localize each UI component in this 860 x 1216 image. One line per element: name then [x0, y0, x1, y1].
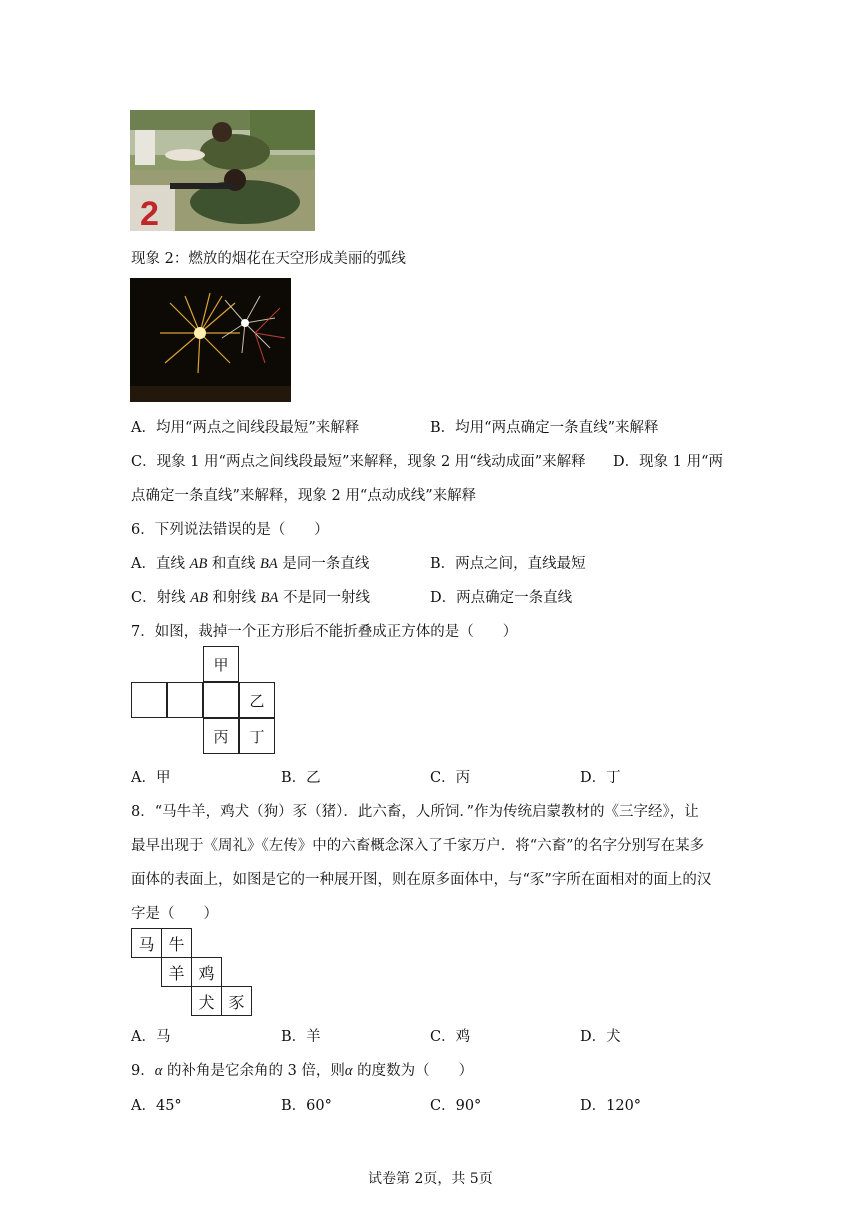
- q6-option-b: B．两点之间，直线最短: [430, 556, 586, 572]
- net-cell-blank-1: [131, 682, 167, 718]
- q9-option-b: B．60°: [281, 1098, 332, 1114]
- line-ba-var: BA: [260, 556, 278, 572]
- q5-option-c: C．现象 1 用“两点之间线段最短”来解释，现象 2 用“线动成面”来解释: [131, 454, 586, 470]
- q7-option-b: B．乙: [281, 770, 321, 786]
- svg-text:2: 2: [140, 195, 159, 231]
- phenomenon-2-text: 现象 2：燃放的烟花在天空形成美丽的弧线: [131, 251, 406, 267]
- net-cell-ma: 马: [131, 928, 162, 958]
- net-cell-ding: 丁: [239, 718, 275, 754]
- net-cell-blank-3: [203, 682, 239, 718]
- q9-stem: 9．α 的补角是它余角的 3 倍，则α 的度数为（ ）: [131, 1063, 474, 1079]
- net-cell-shi: 豕: [221, 986, 252, 1016]
- q5-option-a: A．均用“两点之间线段最短”来解释: [131, 420, 360, 436]
- q7-option-d: D．丁: [580, 770, 621, 786]
- alpha-symbol: α: [154, 1063, 163, 1079]
- shooting-practice-photo: [130, 110, 315, 231]
- q6-option-c: C．射线 AB 和射线 BA 不是同一射线: [131, 590, 370, 606]
- q8-stem-line2: 最早出现于《周礼》《左传》中的六畜概念深入了千家万户．将“六畜”的名字分别写在某多: [131, 838, 705, 854]
- q7-option-a: A．甲: [131, 770, 171, 786]
- q8-option-c: C．鸡: [430, 1029, 471, 1045]
- ray-ba-var: BA: [260, 590, 279, 606]
- alpha-symbol: α: [344, 1063, 353, 1079]
- q8-option-d: D．犬: [580, 1029, 621, 1045]
- q9-option-c: C．90°: [430, 1098, 482, 1114]
- q6-stem: 6．下列说法错误的是（ ）: [131, 522, 329, 538]
- q7-option-c: C．丙: [430, 770, 471, 786]
- line-ab-var: AB: [189, 556, 208, 572]
- net-cell-yi: 乙: [239, 682, 275, 718]
- q5-option-d-line1: D．现象 1 用“两: [613, 454, 723, 470]
- net-cell-quan: 犬: [191, 986, 222, 1016]
- q8-option-b: B．羊: [281, 1029, 321, 1045]
- q6-option-d: D．两点确定一条直线: [430, 590, 573, 606]
- net-cell-niu: 牛: [161, 928, 192, 958]
- q8-stem-line3: 面体的表面上，如图是它的一种展开图，则在原多面体中，与“豕”字所在面相对的面上的汉: [131, 872, 712, 888]
- net-cell-jia: 甲: [203, 646, 239, 682]
- fireworks-photo: [130, 278, 291, 402]
- net-cell-ji: 鸡: [191, 957, 222, 987]
- q5-option-d-line2: 点确定一条直线”来解释，现象 2 用“点动成线”来解释: [131, 488, 477, 504]
- q9-option-a: A．45°: [131, 1098, 182, 1114]
- ray-ab-var: AB: [190, 590, 208, 606]
- q7-stem: 7．如图，裁掉一个正方形后不能折叠成正方体的是（ ）: [131, 624, 518, 640]
- net-cell-blank-2: [167, 682, 203, 718]
- net-cell-yang: 羊: [161, 957, 192, 987]
- q5-option-b: B．均用“两点确定一条直线”来解释: [430, 420, 659, 436]
- q9-option-d: D．120°: [580, 1098, 642, 1114]
- q8-stem-line1: 8．“马牛羊，鸡犬（狗）豕（猪）．此六畜，人所饲．”作为传统启蒙教材的《三字经》，让: [131, 804, 699, 820]
- net-cell-bing: 丙: [203, 718, 239, 754]
- q6-option-a: A．直线 AB 和直线 BA 是同一条直线: [131, 556, 370, 572]
- page-footer: 试卷第 2页，共 5页: [368, 1171, 493, 1187]
- q8-option-a: A．马: [131, 1029, 171, 1045]
- q8-stem-line4: 字是（ ）: [131, 906, 218, 922]
